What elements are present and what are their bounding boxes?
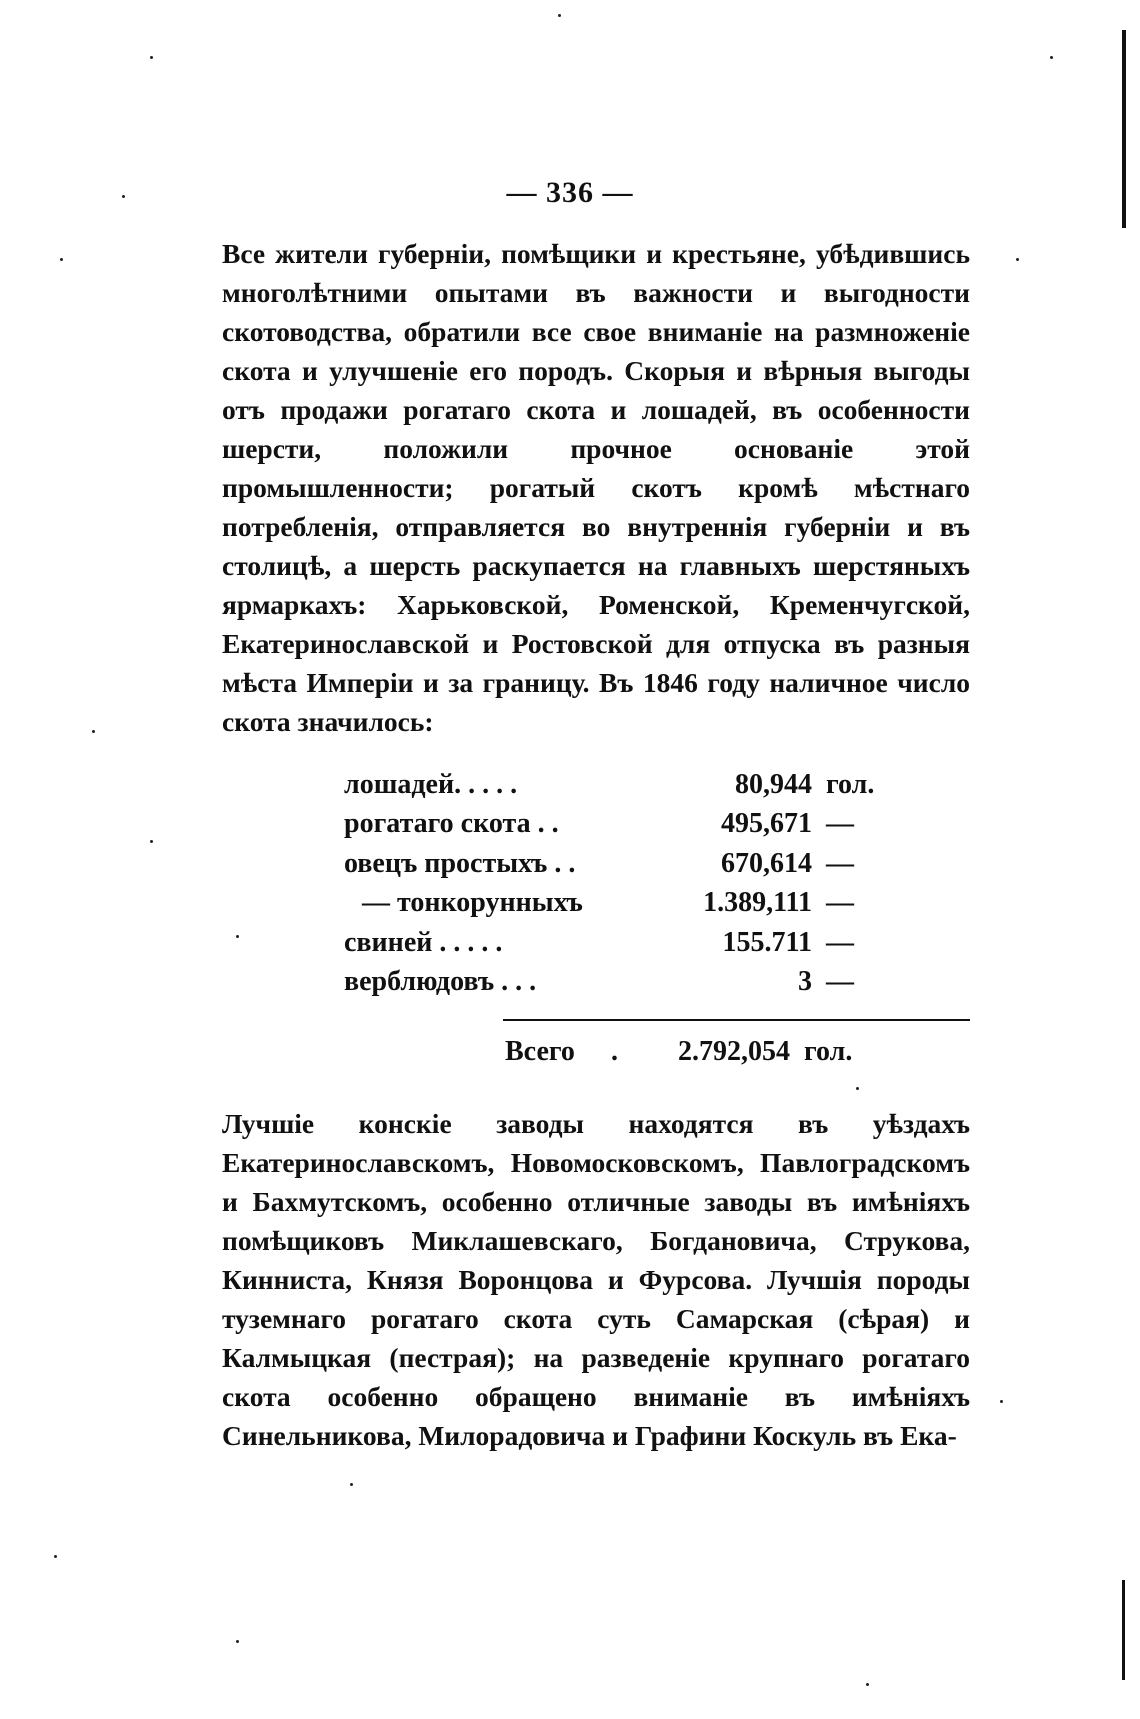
- total-divider: [503, 1019, 970, 1021]
- row-value: 3: [798, 966, 812, 998]
- page-number: — 336 —: [506, 176, 634, 209]
- row-label: рогатаго скота . .: [344, 808, 559, 840]
- table-row: [344, 884, 904, 924]
- scan-speck: [150, 840, 153, 843]
- scan-speck: [866, 1683, 869, 1686]
- scan-edge-line-lower: [1122, 1580, 1125, 1680]
- scan-speck: [150, 56, 153, 59]
- row-unit: гол.: [826, 768, 875, 800]
- row-label: овецъ простыхъ . .: [344, 847, 576, 879]
- row-label: лошадей. . . . .: [344, 768, 518, 800]
- row-label: — тонкорунныхъ: [362, 887, 583, 919]
- paragraph-horse-studs: Лучшіе конскіе заводы находятся въ уѣздахъ Екатеринославскомъ, Новомосковскомъ, Павлоградскомъ и Бахмутскомъ, особенно отличные заводы въ имѣніяхъ помѣщиковъ Миклашевскаго, Богдановича, Струкова, Кинниста, Князя Воронцова и Фурсова. Лучшія породы туземнаго рогатаго скота суть Самарская (сѣрая) и Калмыцкая (пестрая); на разведеніе крупнаго рогатаго скота особенно обращено вниманіе въ имѣніяхъ Синельникова, Милорадовича и Графини Коскуль въ Ека-: [222, 1108, 970, 1451]
- row-value: 495,671: [721, 808, 812, 840]
- scan-speck: [236, 935, 239, 938]
- row-value: 1.389,111: [703, 887, 812, 919]
- row-unit: —: [826, 808, 854, 840]
- scan-speck: [856, 1087, 859, 1090]
- scan-speck: [122, 195, 125, 198]
- scan-speck: [54, 1555, 57, 1558]
- row-value: 670,614: [721, 847, 812, 879]
- row-label: верблюдовъ . . .: [344, 966, 537, 998]
- row-value: 80,944: [735, 768, 812, 800]
- scan-speck: [92, 730, 95, 733]
- table-row: [344, 805, 904, 845]
- row-value: 155.711: [722, 926, 812, 958]
- table-row: [344, 844, 904, 884]
- row-label-cell: [344, 884, 656, 924]
- scan-speck: [236, 1640, 239, 1643]
- row-unit: —: [826, 887, 854, 919]
- total-dot: .: [611, 1036, 618, 1067]
- total-value: 2.792,054: [678, 1036, 790, 1067]
- table-row: [344, 963, 904, 1003]
- paragraph-livestock-intro: Все жители губерніи, помѣщики и крестьяне, убѣдившись многолѣтними опытами въ важности и выгодности скотоводства, обратили все свое вниманіе на размноженіе скота и улучшеніе его породъ. Скорыя и вѣрныя выгоды отъ продажи рогатаго скота и лошадей, въ особенности шерсти, положили прочное основаніе этой промышленности; рогатый скотъ кромѣ мѣстнаго потребленія, отправляется во внутреннія губерніи и въ столицѣ, а шерсть раскупается на главныхъ шерстяныхъ ярмаркахъ: Харьковской, Роменской, Кременчугской, Екатеринославской и Ростовской для отпуска въ разныя мѣста Имперіи и за границу. Въ 1846 году наличное число скота значилось:: [222, 238, 970, 737]
- total-label: Всего: [505, 1036, 575, 1067]
- scan-speck: [558, 14, 561, 17]
- row-unit: —: [826, 966, 854, 998]
- scan-speck: [60, 258, 63, 261]
- scan-speck: [1050, 56, 1053, 59]
- total-unit: гол.: [804, 1036, 853, 1067]
- scan-speck: [1000, 1400, 1003, 1403]
- table-row: [344, 923, 904, 963]
- row-label: свиней . . . . .: [344, 926, 503, 958]
- livestock-table: [344, 765, 904, 1002]
- total-row: [505, 1036, 925, 1068]
- row-unit: —: [826, 847, 854, 879]
- table-row: [344, 765, 904, 805]
- scan-speck: [1016, 258, 1019, 261]
- row-unit: —: [826, 926, 854, 958]
- scan-speck: [350, 1483, 353, 1486]
